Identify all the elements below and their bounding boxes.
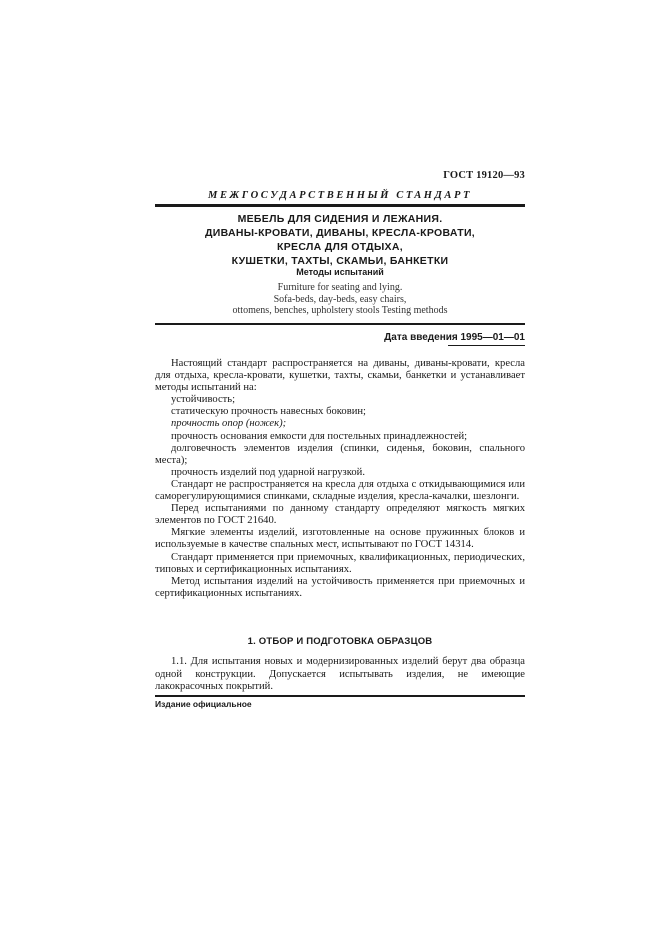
standard-code: ГОСТ 19120—93 — [443, 170, 525, 181]
section-heading: 1. ОТБОР И ПОДГОТОВКА ОБРАЗЦОВ — [247, 636, 433, 647]
body-paragraph: Перед испытаниями по данному стандарту определяют мягкость мягких элементов по ГОСТ 21640. — [155, 503, 525, 527]
list-item: прочность основания емкости для постельных принадлежностей; — [171, 430, 468, 442]
header-rule — [155, 204, 525, 207]
list-item: устойчивость; — [171, 394, 236, 406]
list-item: прочность изделий под ударной нагрузкой. — [171, 466, 365, 478]
introduction-date: Дата введения 1995—01—01 — [384, 332, 525, 343]
title-line: КУШЕТКИ, ТАХТЫ, СКАМЬИ, БАНКЕТКИ — [231, 255, 449, 267]
title-line: КРЕСЛА ДЛЯ ОТДЫХА, — [277, 241, 403, 253]
body-paragraph: Мягкие элементы изделий, изготовленные на основе пружинных блоков и используемые в качестве спальных мест, испытывают по ГОСТ 14314. — [155, 527, 525, 551]
date-underline — [448, 345, 525, 346]
intro-paragraph: Настоящий стандарт распространяется на диваны, диваны-кровати, кресла для отдыха, кресла-кровати, кушетки, тахты, скамьи, банкетки и устанавливает методы испытаний на: — [155, 358, 525, 394]
english-title-line: ottomens, benches, upholstery stools Testing methods — [232, 305, 448, 316]
document-body — [155, 358, 525, 600]
body-paragraph: Метод испытания изделий на устойчивость применяется при приемочных и сертификационных испытаниях. — [155, 575, 525, 599]
body-paragraph: Стандарт не распространяется на кресла для отдыха с откидывающимися или саморегулирующимися спинками, складные изделия, кресла-качалки, шезлонги. — [155, 478, 525, 503]
footer-rule — [155, 695, 525, 697]
english-title — [155, 282, 525, 317]
official-edition-label: Издание официальное — [155, 699, 252, 709]
section-paragraph: 1.1. Для испытания новых и модернизированных изделий берут два образца одной конструкции. Допускается испытывать изделия, не имеющие лакокрасочных покрытий. — [155, 656, 525, 692]
title-line: МЕБЕЛЬ ДЛЯ СИДЕНИЯ И ЛЕЖАНИЯ. — [237, 213, 443, 225]
section-body — [155, 656, 525, 694]
document-title — [155, 212, 525, 268]
list-item: прочность опор (ножек); — [171, 418, 287, 430]
title-rule — [155, 323, 525, 325]
title-line: ДИВАНЫ-КРОВАТИ, ДИВАНЫ, КРЕСЛА-КРОВАТИ, — [204, 227, 476, 239]
body-paragraph: Стандарт применяется при приемочных, квалификационных, периодических, типовых и сертификационных испытаниях. — [155, 551, 525, 575]
english-title-line: Sofa-beds, day-beds, easy chairs, — [273, 293, 407, 305]
document-subtitle: Методы испытаний — [296, 267, 384, 277]
list-item: долговечность элементов изделия (спинки, сиденья, боковин, спального места); — [155, 442, 525, 466]
english-title-line: Furniture for seating and lying. — [277, 282, 403, 293]
interstate-standard-label: МЕЖГОСУДАРСТВЕННЫЙ СТАНДАРТ — [208, 190, 472, 201]
list-item: статическую прочность навесных боковин; — [171, 406, 366, 418]
